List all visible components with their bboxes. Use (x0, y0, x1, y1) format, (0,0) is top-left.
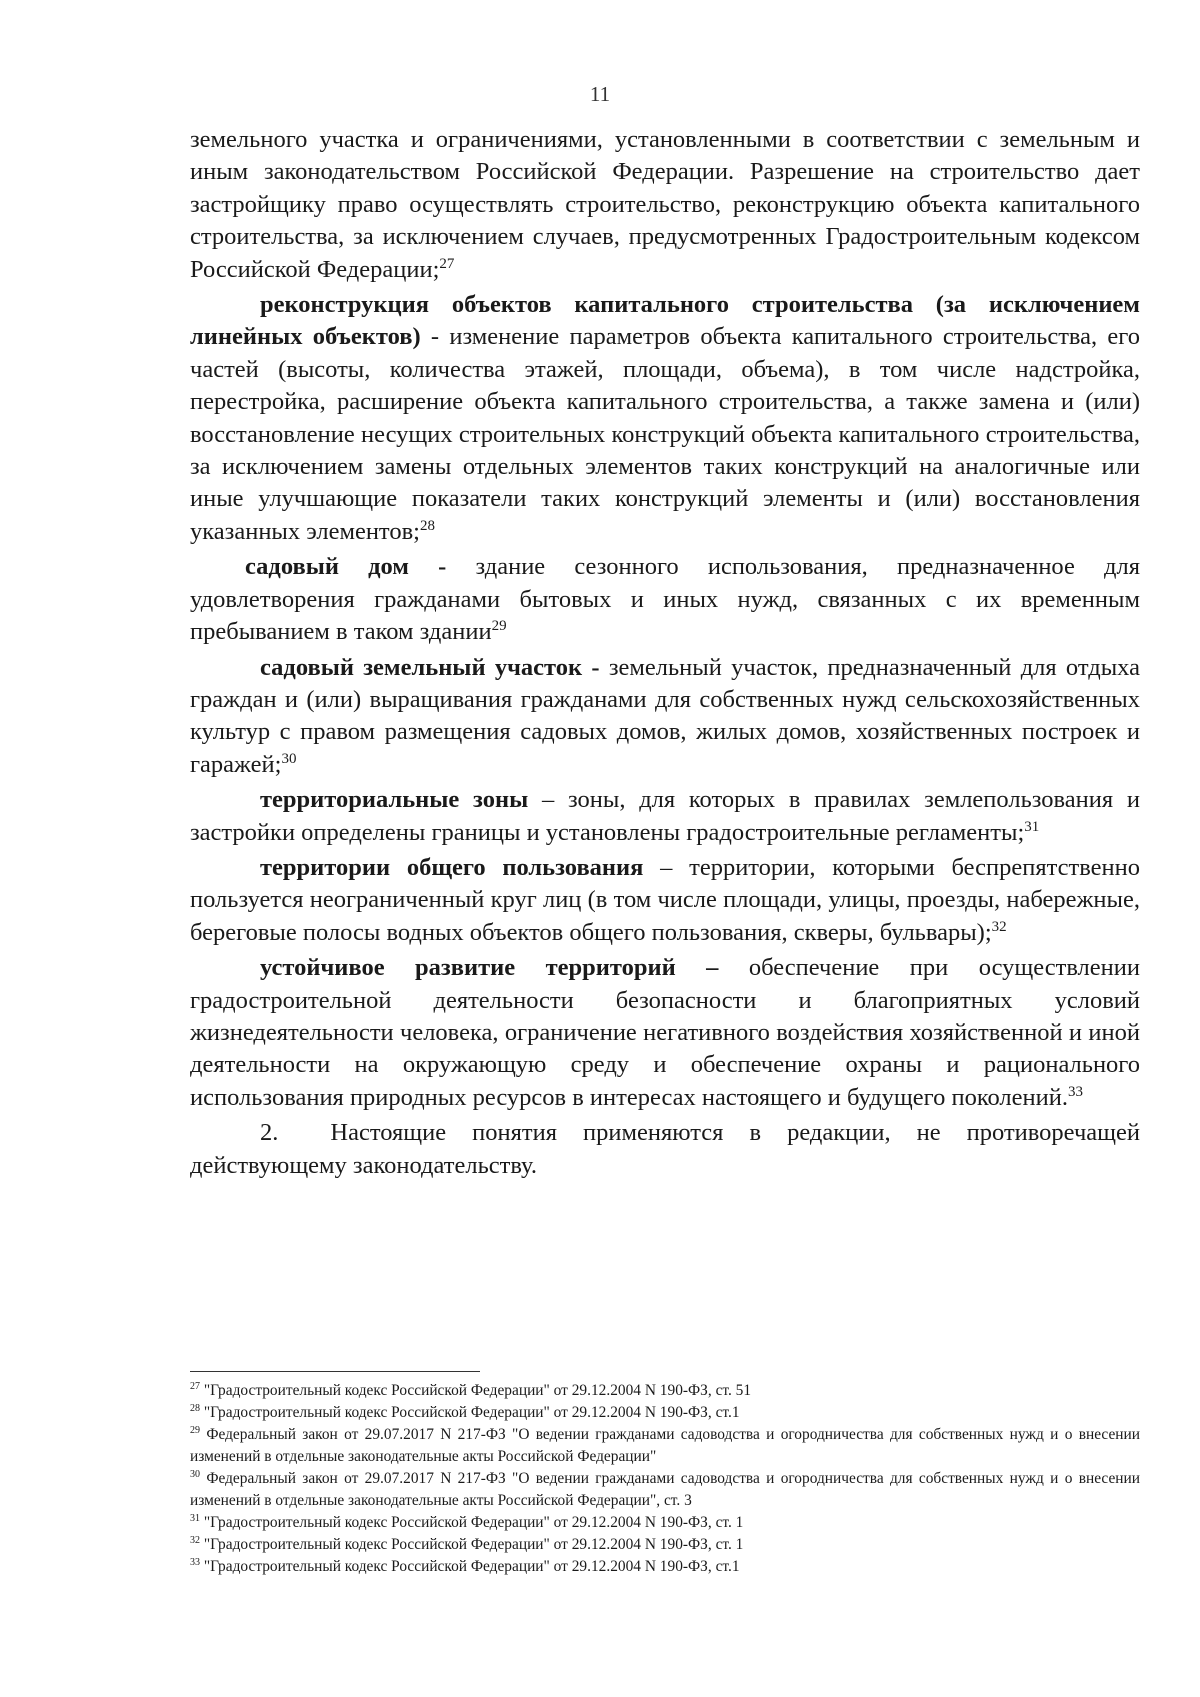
footnote-number: 31 (190, 1512, 200, 1524)
footnote-number: 27 (190, 1380, 200, 1392)
definition-garden-house (190, 551, 1140, 648)
clause-number: 2. (260, 1119, 279, 1147)
definition-text: – зоны, для которых в правилах землепользования и застройки определены границы и установлены градостроительные регламенты; (190, 786, 1140, 846)
footnote-separator (190, 1371, 480, 1372)
footnote (190, 1468, 1140, 1512)
definition-term: садовый земельный участок - (260, 653, 600, 681)
footnote-text: "Градостроительный кодекс Российской Федерации" от 29.12.2004 N 190-ФЗ, ст. 1 (200, 1536, 744, 1553)
footnote-text: "Градостроительный кодекс Российской Федерации" от 29.12.2004 N 190-ФЗ, ст.1 (200, 1404, 740, 1421)
document-body (190, 124, 1140, 1185)
footnote-text: "Градостроительный кодекс Российской Федерации" от 29.12.2004 N 190-ФЗ, ст.1 (200, 1558, 740, 1575)
footnote-number: 29 (190, 1424, 200, 1436)
footnote-number: 33 (190, 1556, 200, 1568)
footnote-ref: 32 (991, 918, 1007, 935)
footnote-text: "Градостроительный кодекс Российской Федерации" от 29.12.2004 N 190-ФЗ, ст. 51 (200, 1382, 752, 1399)
footnotes (190, 1380, 1140, 1578)
definition-text: здание сезонного использования, предназначенное для удовлетворения гражданами бытовых и иных нужд, связанных с их временным пребыванием в таком здании (190, 553, 1140, 646)
definition-text: - изменение параметров объекта капитального строительства, его частей (высоты, количества этажей, площади, объема), в том числе надстройка, перестройка, расширение объекта капитального строительства, а также замена и (или) восстановление несущих строительных конструкций объекта капитального строительства, за исключением замены отдельных элементов таких конструкций на аналогичные или иные улучшающие показатели таких конструкций элементы и (или) восстановления указанных элементов; (190, 323, 1140, 545)
footnote (190, 1424, 1140, 1468)
page-number: 11 (589, 82, 611, 106)
paragraph-text: земельного участка и ограничениями, установленными в соответствии с земельным и иным законодательством Российской Федерации. Разрешение на строительство дает застройщику право осуществлять строительство, реконструкцию объекта капитального строительства, за исключением случаев, предусмотренных Градостроительным кодексом Российской Федерации; (190, 126, 1140, 283)
definition-reconstruction (190, 289, 1140, 548)
numbered-clause (190, 1117, 1140, 1182)
footnote-ref: 27 (439, 255, 455, 272)
definition-term: реконструкция объектов капитального строительства (за исключением линейных объектов) (190, 291, 1140, 351)
footnote-ref: 29 (491, 617, 507, 634)
definition-term: устойчивое развитие территорий – (260, 954, 719, 982)
footnote (190, 1534, 1140, 1556)
definition-text: земельный участок, предназначенный для отдыха граждан и (или) выращивания гражданами для собственных нужд сельскохозяйственных культур с правом размещения садовых домов, жилых домов, хозяйственных построек и гаражей; (190, 653, 1140, 778)
footnote-ref: 28 (419, 517, 435, 534)
definition-garden-plot (190, 652, 1140, 782)
footnote (190, 1512, 1140, 1534)
definition-territorial-zones (190, 784, 1140, 849)
definition-text: обеспечение при осуществлении градостроительной деятельности безопасности и благоприятных условий жизнедеятельности человека, ограничение негативного воздействия хозяйственной и иной деятельности на окружающую среду и обеспечение охраны и рационального использования природных ресурсов в интересах настоящего и будущего поколений. (190, 954, 1140, 1111)
paragraph-continuation (190, 124, 1140, 286)
footnote-text: Федеральный закон от 29.07.2017 N 217-ФЗ "О ведении гражданами садоводства и огородничества для собственных нужд и о внесении изменений в отдельные законодательные акты Российской Федерации" (190, 1426, 1140, 1465)
definition-sustainable-development (190, 952, 1140, 1114)
clause-text: Настоящие понятия применяются в редакции, не противоречащей действующему законодательству. (190, 1119, 1140, 1179)
definition-term: территориальные зоны (260, 786, 529, 814)
footnote-text: "Градостроительный кодекс Российской Федерации" от 29.12.2004 N 190-ФЗ, ст. 1 (200, 1514, 744, 1531)
definition-term: территории общего пользования (260, 853, 644, 881)
footnote-ref: 33 (1067, 1083, 1083, 1100)
footnote (190, 1556, 1140, 1578)
footnote-ref: 31 (1024, 818, 1040, 835)
footnote-number: 32 (190, 1534, 200, 1546)
definition-text: – территории, которыми беспрепятственно пользуется неограниченный круг лиц (в том числе площади, улицы, проезды, набережные, береговые полосы водных объектов общего пользования, скверы, бульвары); (190, 853, 1140, 946)
footnote (190, 1380, 1140, 1402)
footnote-ref: 30 (281, 750, 297, 767)
footnote-number: 30 (190, 1468, 200, 1480)
footnote-number: 28 (190, 1402, 200, 1414)
footnote-text: Федеральный закон от 29.07.2017 N 217-ФЗ "О ведении гражданами садоводства и огородничества для собственных нужд и о внесении изменений в отдельные законодательные акты Российской Федерации", ст. 3 (190, 1470, 1140, 1509)
definition-term: садовый дом - (245, 553, 447, 581)
definition-public-territories (190, 852, 1140, 949)
footnote (190, 1402, 1140, 1424)
